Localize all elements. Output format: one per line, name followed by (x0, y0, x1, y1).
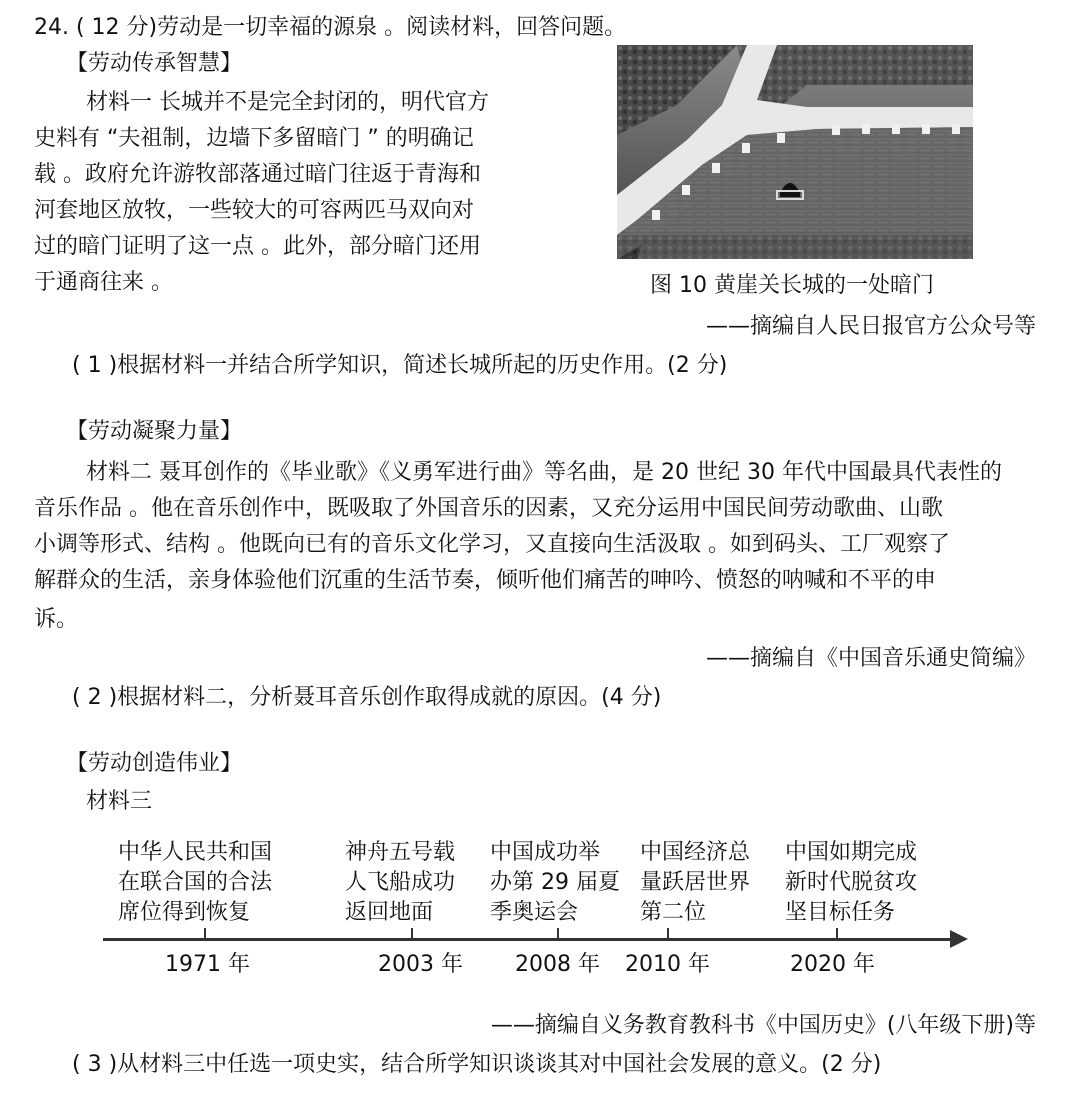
timeline-year-2003: 2003 年 (378, 952, 463, 977)
material-1-line-2: 史料有 “夫祖制，边墙下多留暗门 ” 的明确记 (34, 126, 474, 151)
event-line: 中国成功举 (490, 840, 601, 865)
source-1: ——摘编自人民日报官方公众号等 (705, 314, 1036, 339)
material-2-line-3: 小调等形式、结构 。他既向已有的音乐文化学习，又直接向生活汲取 。如到码头、工厂观察了 (34, 532, 950, 557)
timeline-axis (103, 938, 953, 941)
event-line: 新时代脱贫攻 (785, 870, 918, 895)
timeline-tick (836, 928, 838, 940)
material-1-line-4: 河套地区放牧，一些较大的可容两匹马双向对 (34, 198, 475, 223)
section-title-2: 【劳动凝聚力量】 (66, 419, 243, 444)
event-line: 量跃居世界 (640, 870, 751, 895)
sub-question-1: ( 1 )根据材料一并结合所学知识，简述长城所起的历史作用。(2 分) (72, 353, 728, 378)
material-2-line-4: 解群众的生活，亲身体验他们沉重的生活节奏，倾听他们痛苦的呻吟、愤怒的呐喊和不平的申 (34, 568, 937, 593)
material-1-line-6: 于通商往来 。 (34, 270, 173, 295)
timeline-tick (411, 928, 413, 940)
material-1-line-1: 材料一 长城并不是完全封闭的，明代官方 (86, 90, 489, 115)
event-line: 第二位 (640, 900, 707, 925)
timeline-year-2010: 2010 年 (625, 952, 710, 977)
material-2-line-1: 材料二 聂耳创作的《毕业歌》《义勇军进行曲》等名曲，是 20 世纪 30 年代中国最具代表性的 (86, 460, 1002, 485)
sub-question-2: ( 2 )根据材料二，分析聂耳音乐创作取得成就的原因。(4 分) (72, 685, 662, 710)
figure-caption: 图 10 黄崖关长城的一处暗门 (650, 273, 934, 298)
event-line: 中国经济总 (640, 840, 751, 865)
timeline-tick (557, 928, 559, 940)
event-line: 在联合国的合法 (118, 870, 273, 895)
source-2: ——摘编自《中国音乐通史简编》 (705, 646, 1036, 671)
timeline-event-2008 (490, 838, 620, 928)
source-3: ——摘编自义务教育教科书《中国历史》(八年级下册)等 (490, 1013, 1036, 1038)
event-line: 人飞船成功 (345, 870, 456, 895)
timeline-year-1971: 1971 年 (165, 952, 250, 977)
timeline-year-2020: 2020 年 (790, 952, 875, 977)
event-line: 坚目标任务 (785, 900, 896, 925)
section-title-3: 【劳动创造伟业】 (66, 751, 243, 776)
timeline-event-2020 (785, 838, 917, 928)
question-header: 24. ( 12 分)劳动是一切幸福的源泉 。阅读材料，回答问题。 (34, 15, 627, 40)
timeline-event-1971 (118, 838, 272, 928)
event-line: 中国如期完成 (785, 840, 918, 865)
material-1-line-5: 过的暗门证明了这一点 。此外，部分暗门还用 (34, 234, 481, 259)
event-line: 席位得到恢复 (118, 900, 251, 925)
timeline-tick (667, 928, 669, 940)
timeline-event-2003 (345, 838, 455, 928)
timeline-arrow-icon (950, 930, 968, 948)
event-line: 办第 29 届夏 (490, 870, 620, 895)
material-3-label: 材料三 (86, 789, 153, 814)
section-title-1: 【劳动传承智慧】 (66, 51, 243, 76)
sub-question-3: ( 3 )从材料三中任选一项史实，结合所学知识谈谈其对中国社会发展的意义。(2 分) (72, 1052, 882, 1077)
event-line: 季奥运会 (490, 900, 579, 925)
timeline-tick (204, 928, 206, 940)
event-line: 中华人民共和国 (118, 840, 273, 865)
material-1-line-3: 载 。政府允许游牧部落通过暗门往返于青海和 (34, 162, 481, 187)
timeline-year-2008: 2008 年 (515, 952, 600, 977)
great-wall-photo (617, 45, 973, 259)
material-2-line-5: 诉。 (34, 607, 79, 632)
event-line: 神舟五号载 (345, 840, 456, 865)
event-line: 返回地面 (345, 900, 434, 925)
material-2-line-2: 音乐作品 。他在音乐创作中，既吸取了外国音乐的因素，又充分运用中国民间劳动歌曲、山歌 (34, 496, 943, 521)
timeline-event-2010 (640, 838, 750, 928)
